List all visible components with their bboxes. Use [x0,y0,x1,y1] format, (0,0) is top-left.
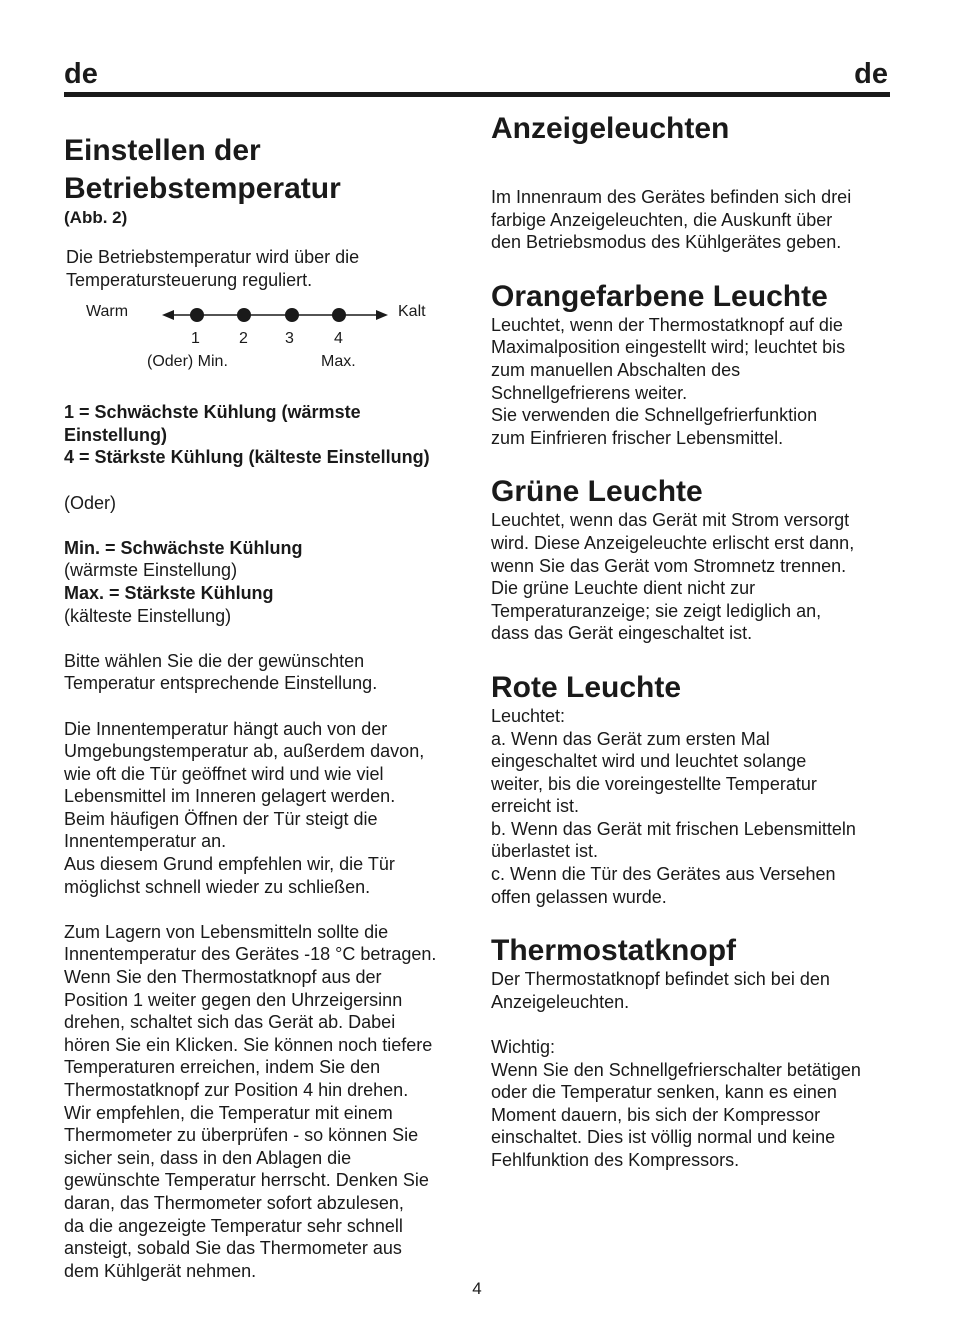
text-orange-light: Leuchtet, wenn der Thermostatknopf auf die Maximalposition eingestellt wird; leuchtet bis zum manuellen Abschalten des Schnellgefrierens weiter. Sie verwenden die Schnellgefrierfunktion zum Einfrieren frischer Lebensmittel. [491,314,846,448]
text-anzeigeleuchten: Im Innenraum des Gerätes befinden sich drei farbige Anzeigeleuchten, die Auskunft über den Betriebsmodus des Kühlgerätes geben. [491,187,852,253]
min-definition: Min. = Schwächste Kühlung [64,537,303,558]
paragraph-inner-temperature: Die Innentemperatur hängt auch von der Umgebungstemperatur ab, außerdem davon, wie oft die Tür geöffnet wird und wie viel Lebensmittel im Inneren gelagert werden. Beim häufigen Öffnen der Tür steigt die Innentemperatur an. Aus diesem Grund empfehlen wir, die Tür möglichst schnell wieder zu schließen. [64,718,425,897]
right-column [491,112,891,1172]
max-note: (kälteste Einstellung) [64,605,232,626]
scale-label-max: Max. [321,353,356,371]
language-code-right: de [854,58,888,90]
paragraph-storage: Zum Lagern von Lebensmitteln sollte die Innentemperatur des Gerätes -18 °C betragen. Wenn Sie den Thermostatknopf aus der Position 1 weiter gegen den Uhrzeigersinn drehen, schaltet sich das Gerät ab. Dabei hören Sie ein Klicken. Sie können noch tiefere Temperaturen erreichen, indem Sie den Thermostatknopf zur Position 4 hin drehen. Wir empfehlen, die Temperatur mit einem Thermometer zu überprüfen - so können Sie sicher sein, dass in den Ablagen die gewünschte Temperatur herrscht. Denken Sie daran, das Thermometer sofort abzulesen, da die angezeigte Temperatur sehr schnell ansteigt, sobald Sie das Thermometer aus dem Kühlgerät nehmen. [64,921,437,1281]
max-definition: Max. = Stärkste Kühlung [64,582,274,603]
important-label: Wichtig: [491,1037,556,1058]
intro-text: Die Betriebstemperatur wird über die Temperatursteuerung reguliert. [66,247,360,290]
scale-label-min: (Oder) Min. [147,353,228,371]
section-title-line2: Betriebstemperatur [64,172,341,205]
scale-dot-1 [190,308,204,322]
left-column [64,132,464,1282]
arrow-left-icon [162,310,174,320]
paragraph-setting: Bitte wählen Sie die der gewünschten Temperatur entsprechende Einstellung. [64,650,378,694]
text-red-light: Leuchtet: a. Wenn das Gerät zum ersten Mal eingeschaltet wird und leuchtet solange weiter, bis die voreingestellte Temperatur erreicht ist. b. Wenn das Gerät mit frischen Lebensmitteln überlastet ist. c. Wenn die Tür des Gerätes aus Versehen offen gelassen wurde. [491,705,856,907]
heading-anzeigeleuchten: Anzeigeleuchten [491,112,730,145]
definition-1: 1 = Schwächste Kühlung (wärmste Einstellung) [64,402,361,445]
scale-dot-2 [237,308,251,322]
scale-dot-4 [332,308,346,322]
section-title-line1: Einstellen der [64,134,261,167]
heading-thermostat-knob: Thermostatknopf [491,934,737,968]
text-thermostat-knob: Der Thermostatknopf befindet sich bei den Anzeigeleuchten. [491,969,830,1012]
language-code-left: de [64,58,98,90]
scale-arrow-line [64,299,464,329]
page-number: 4 [472,1279,482,1298]
oder-text: (Oder) [64,492,117,513]
important-text: Wenn Sie den Schnellgefrierschalter betätigen oder die Temperatur senken, kann es einen Moment dauern, bis sich der Kompressor einschaltet. Dies ist völlig normal und keine Fehlfunktion des Kompressors. [491,1059,861,1170]
heading-red-light: Rote Leuchte [491,670,682,704]
header-rule [64,92,890,97]
min-note: (wärmste Einstellung) [64,560,238,581]
scale-number-4: 4 [334,330,343,348]
scale-label-warm: Warm [86,303,129,321]
temperature-scale-diagram [64,299,464,391]
heading-green-light: Grüne Leuchte [491,475,703,509]
figure-reference: (Abb. 2) [64,208,128,227]
heading-orange-light: Orangefarbene Leuchte [491,279,828,313]
text-green-light: Leuchtet, wenn das Gerät mit Strom versorgt wird. Diese Anzeigeleuchte erlischt erst dann, wenn Sie das Gerät vom Stromnetz trennen. Die grüne Leuchte dient nicht zur Temperaturanzeige; sie zeigt lediglich an, dass das Gerät eingeschaltet ist. [491,510,855,644]
definition-4: 4 = Stärkste Kühlung (kälteste Einstellung) [64,447,430,468]
scale-dot-3 [285,308,299,322]
arrow-right-icon [376,310,388,320]
scale-label-kalt: Kalt [398,303,426,321]
scale-number-2: 2 [239,330,248,348]
scale-number-3: 3 [285,330,294,348]
scale-number-1: 1 [191,330,200,348]
